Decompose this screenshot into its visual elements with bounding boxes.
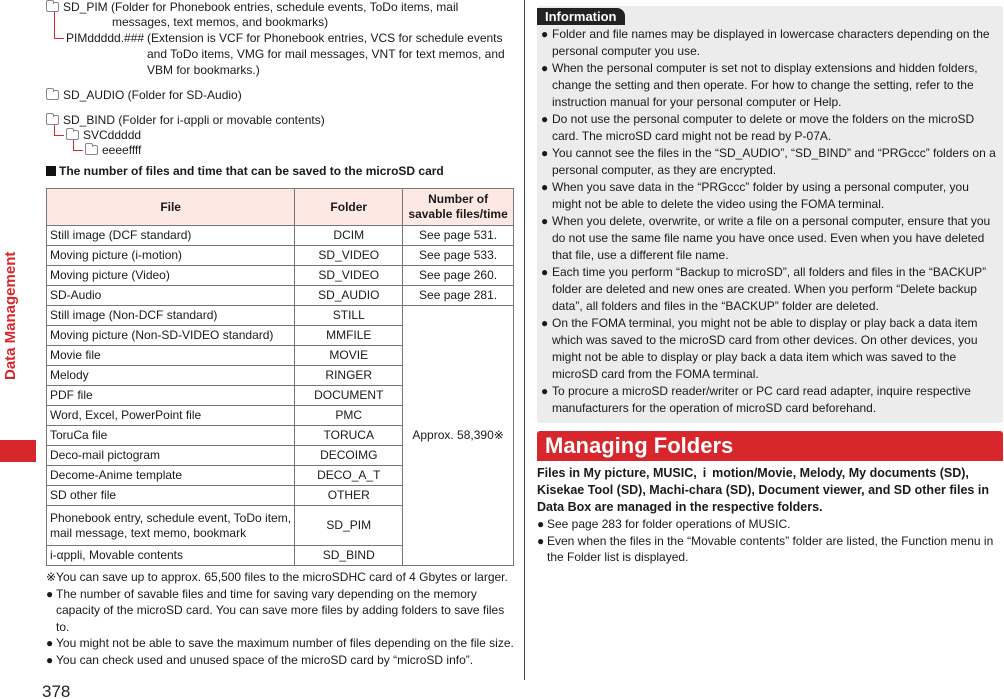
tree-sd-pim: SD_PIM (Folder for Phonebook entries, schedule events, ToDo items, mail xyxy=(46,0,458,16)
info-item: ● On the FOMA terminal, you might not be able to display or play back a data item which was saved to the microSD card from other devices. On other devices, you might not be able to display or play back a data item which was saved to the microSD card from the FOMA terminal. xyxy=(541,316,978,381)
files-table xyxy=(46,188,514,566)
table-header-row xyxy=(47,189,514,226)
side-tab-bar xyxy=(0,440,36,462)
bullet-icon: ● xyxy=(541,61,549,75)
table-heading: The number of files and time that can be saved to the microSD card xyxy=(46,164,518,178)
bullet-icon: ● xyxy=(46,652,54,667)
tree-pimd-desc: and ToDo items, VMG for mail messages, VNT for text memos, and xyxy=(147,47,505,61)
info-item: ● Folder and file names may be displayed in lowercase characters depending on the personal computer you use. xyxy=(541,27,990,58)
column-divider xyxy=(524,0,525,680)
mf-item: ● See page 283 for folder operations of MUSIC. xyxy=(537,517,791,531)
right-column xyxy=(537,6,1003,566)
folder-tree xyxy=(46,0,518,160)
table-row: Deco-mail pictogram DECOIMG xyxy=(47,446,514,466)
tree-line xyxy=(73,140,83,151)
table-row: Phonebook entry, schedule event, ToDo item, mail message, text memo, bookmark SD_PIM xyxy=(47,506,514,546)
info-item: ● To procure a microSD reader/writer or PC card read adapter, inquire respective manufacturers for the operation of microSD card beforehand. xyxy=(541,384,971,415)
folder-icon xyxy=(66,130,79,140)
note-item: ● You might not be able to save the maximum number of files depending on the file size. xyxy=(46,636,514,650)
info-item: ● When you delete, overwrite, or write a file on a personal computer, ensure that you do not use the same file name you have once used. Even when you have deleted that file, use a different file name. xyxy=(541,214,991,262)
tree-sd-bind: SD_BIND (Folder for i-αppli or movable contents) xyxy=(46,113,325,129)
information-list xyxy=(541,26,997,417)
table-row: Moving picture (i-motion) SD_VIDEO See page 533. xyxy=(47,246,514,266)
table-row: SD-Audio SD_AUDIO See page 281. xyxy=(47,286,514,306)
tree-eee: eeeeffff xyxy=(85,143,141,159)
tree-line xyxy=(54,12,64,39)
note-item: ● You can check used and unused space of the microSD card by “microSD info”. xyxy=(46,652,474,667)
bullet-icon: ● xyxy=(46,636,54,650)
info-item: ● When the personal computer is set not to display extensions and hidden folders, change the setting and then operate. For how to change the setting, refer to the instruction manual for your personal computer or Help. xyxy=(541,61,978,109)
bullet-icon: ● xyxy=(537,517,545,531)
col-header-folder: Folder xyxy=(295,189,403,226)
mf-item: ● Even when the files in the “Movable contents” folder are listed, the Function menu in the Folder list is displayed. xyxy=(537,533,994,564)
table-row: Still image (Non-DCF standard) STILL Approx. 58,390※ xyxy=(47,306,514,326)
folder-icon xyxy=(85,145,98,155)
info-item: ● You cannot see the files in the “SD_AUDIO”, “SD_BIND” and “PRGccc” folders on a personal computer, as they are encrypted. xyxy=(541,146,996,177)
bullet-icon: ● xyxy=(541,27,549,41)
merged-count-cell: Approx. 58,390※ xyxy=(403,306,514,566)
table-row: Still image (DCF standard) DCIM See page 531. xyxy=(47,226,514,246)
table-row: Word, Excel, PowerPoint file PMC xyxy=(47,406,514,426)
managing-folders-title: Managing Folders xyxy=(537,431,1003,461)
information-box xyxy=(537,6,1003,423)
managing-folders-list xyxy=(537,516,1003,566)
folder-icon xyxy=(46,2,59,12)
info-item: ● Do not use the personal computer to delete or move the folders on the microSD card. The microSD card might not be read by P-07A. xyxy=(541,112,975,143)
bullet-icon: ● xyxy=(541,265,549,279)
tree-pimd-file: PIMddddd.### xyxy=(66,31,145,45)
table-row: Moving picture (Video) SD_VIDEO See page 260. xyxy=(47,266,514,286)
bullet-icon: ● xyxy=(541,316,549,330)
bullet-icon: ● xyxy=(541,384,549,398)
side-tab-label: Data Management xyxy=(2,251,19,380)
table-row: ToruCa file TORUCA xyxy=(47,426,514,446)
bullet-icon: ● xyxy=(537,533,545,548)
tree-svc: SVCddddd xyxy=(66,128,141,144)
page-number: 378 xyxy=(42,682,71,699)
managing-folders-lead: Files in My picture, MUSIC, i motion/Movie, Melody, My documents (SD), Kisekae Tool (SD), Machi-chara (SD), Document viewer, and SD other files in Data Box are managed in the respective folders. xyxy=(537,466,989,514)
table-row: SD other file OTHER xyxy=(47,486,514,506)
bullet-icon: ● xyxy=(46,586,54,601)
info-item: ● Each time you perform “Backup to microSD”, all folders and files in the “BACKUP” folder are deleted and new ones are created. When you perform “Delete backup data”, all folders and files in the “BACKUP” folder are deleted. xyxy=(541,265,987,313)
bullet-icon: ● xyxy=(541,180,549,194)
tree-pimd-desc: VBM for bookmarks.) xyxy=(147,63,260,77)
chapter-side-tab xyxy=(0,0,36,699)
table-row: Melody RINGER xyxy=(47,366,514,386)
tree-sd-pim-cont: messages, text memos, and bookmarks) xyxy=(112,15,329,29)
note-item: ● The number of savable files and time for saving vary depending on the memory capacity of the microSD card. You can save more files by adding folders to save files to. xyxy=(46,586,505,634)
note-star: ※You can save up to approx. 65,500 files to the microSDHC card of 4 Gbytes or larger. xyxy=(46,570,508,584)
table-row: Movie file MOVIE xyxy=(47,346,514,366)
table-row: Decome-Anime template DECO_A_T xyxy=(47,466,514,486)
tree-pimd-desc: (Extension is VCF for Phonebook entries, VCS for schedule events xyxy=(147,31,503,45)
folder-icon xyxy=(46,115,59,125)
tree-line xyxy=(54,125,64,136)
square-bullet-icon xyxy=(46,166,56,176)
bullet-icon: ● xyxy=(541,214,549,228)
bullet-icon: ● xyxy=(541,146,549,160)
table-row: Moving picture (Non-SD-VIDEO standard) MMFILE xyxy=(47,326,514,346)
information-tag: Information xyxy=(537,8,625,25)
folder-icon xyxy=(46,90,59,100)
table-row: i-αppli, Movable contents SD_BIND xyxy=(47,546,514,566)
table-row: PDF file DOCUMENT xyxy=(47,386,514,406)
tree-sd-audio: SD_AUDIO (Folder for SD-Audio) xyxy=(46,88,242,104)
bullet-icon: ● xyxy=(541,112,549,126)
info-item: ● When you save data in the “PRGccc” folder by using a personal computer, you might not be able to delete the video using the FOMA terminal. xyxy=(541,180,969,211)
left-column xyxy=(46,0,518,668)
notes xyxy=(46,569,518,668)
col-header-file: File xyxy=(47,189,295,226)
col-header-count: Number of savable files/time xyxy=(403,189,514,226)
